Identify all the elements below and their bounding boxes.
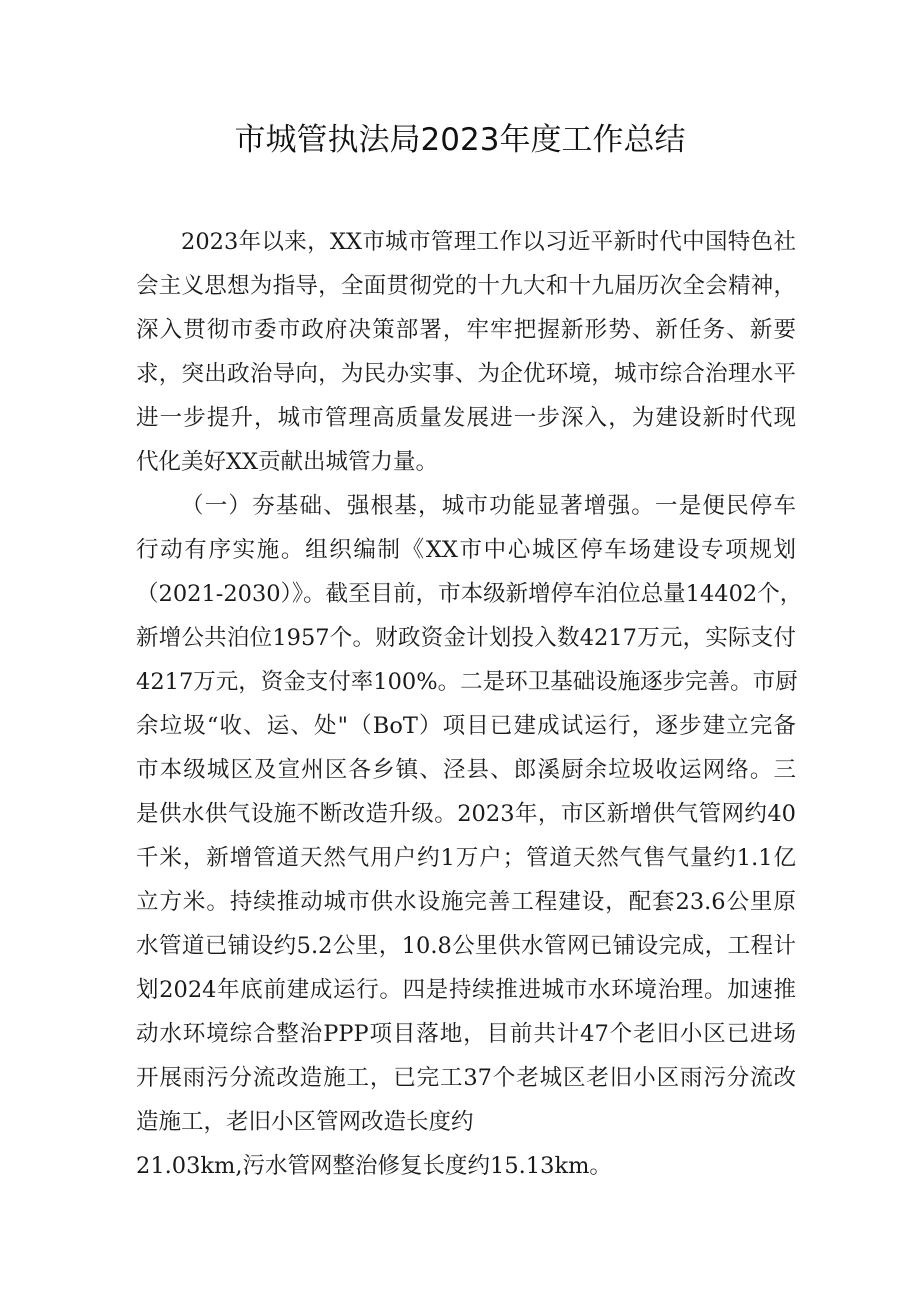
paragraph-2-line-14: 开展雨污分流改造施工，已完工37个老城区老旧小区雨污分流改	[136, 1065, 796, 1091]
paragraph-1-line-6: 代化美好XX贡献出城管力量。	[136, 449, 439, 475]
paragraph-2-line-2: 行动有序实施。组织编制《XX市中心城区停车场建设专项规划	[136, 537, 796, 563]
paragraph-2-line-12: 划2024年底前建成运行。四是持续推进城市水环境治理。加速推	[136, 977, 796, 1003]
paragraph-2-line-5: 4217万元，资金支付率100%。二是环卫基础设施逐步完善。市厨	[136, 669, 798, 695]
paragraph-2-line-1: （一）夯基础、强根基，城市功能显著增强。一是便民停车	[181, 493, 796, 519]
document-title: 市城管执法局2023年度工作总结	[234, 122, 686, 158]
paragraph-2-line-3: （2021-2030）》。截至目前，市本级新增停车泊位总量14402个，	[136, 581, 803, 607]
paragraph-2-line-13: 动水环境综合整治PPP项目落地，目前共计47个老旧小区已进场	[136, 1021, 796, 1047]
paragraph-2-line-8: 是供水供气设施不断改造升级。2023年，市区新增供气管网约40	[136, 801, 796, 827]
paragraph-2-line-15: 造施工，老旧小区管网改造长度约	[136, 1109, 474, 1135]
paragraph-2-line-9: 千米，新增管道天然气用户约1万户；管道天然气售气量约1.1亿	[136, 845, 796, 871]
paragraph-1-line-3: 深入贯彻市委市政府决策部署，牢牢把握新形势、新任务、新要	[136, 317, 796, 343]
paragraph-1-line-5: 进一步提升，城市管理高质量发展进一步深入，为建设新时代现	[136, 405, 796, 431]
paragraph-1-line-1: 2023年以来，XX市城市管理工作以习近平新时代中国特色社	[181, 229, 796, 255]
paragraph-2-line-10: 立方米。持续推动城市供水设施完善工程建设，配套23.6公里原	[136, 889, 796, 915]
paragraph-2-line-11: 水管道已铺设约5.2公里，10.8公里供水管网已铺设完成，工程计	[136, 933, 796, 959]
paragraph-2-line-6: 余垃圾“收、运、处"（BoT）项目已建成试运行，逐步建立完备	[136, 713, 796, 739]
paragraph-1-line-4: 求，突出政治导向，为民办实事、为企优环境，城市综合治理水平	[136, 361, 796, 387]
paragraph-2-line-7: 市本级城区及宣州区各乡镇、泾县、郎溪厨余垃圾收运网络。三	[136, 757, 796, 783]
paragraph-1-line-2: 会主义思想为指导，全面贯彻党的十九大和十九届历次全会精神，	[136, 273, 796, 299]
paragraph-2-line-4: 新增公共泊位1957个。财政资金计划投入数4217万元，实际支付	[136, 625, 796, 651]
paragraph-2-line-16: 21.03km,污水管网整治修复长度约15.13km。	[136, 1153, 612, 1179]
